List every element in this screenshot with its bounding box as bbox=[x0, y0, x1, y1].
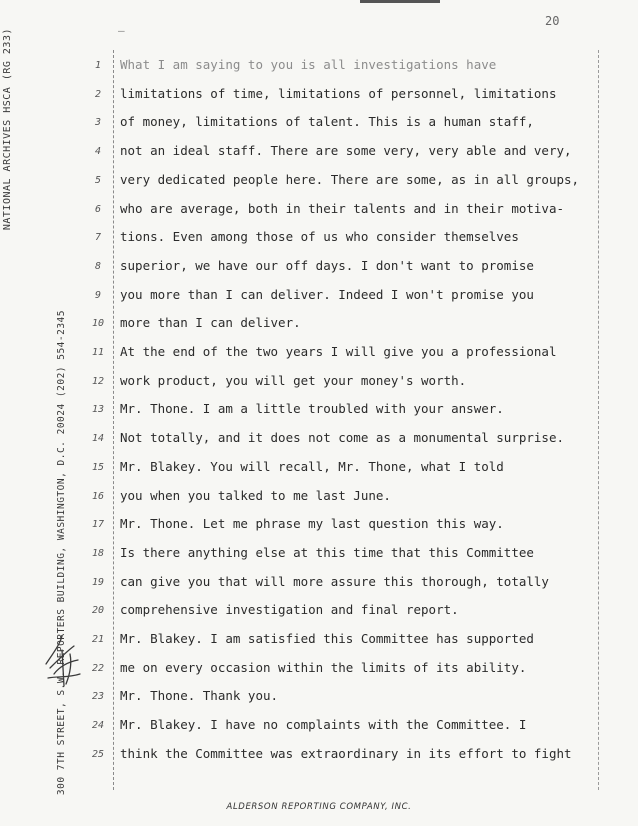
page-number: 20 bbox=[545, 14, 560, 28]
line-number: 9 bbox=[94, 290, 102, 301]
line-number: 19 bbox=[91, 577, 105, 588]
line-number: 2 bbox=[94, 89, 102, 100]
transcript-line: Mr. Thone. Let me phrase my last question this way. bbox=[120, 516, 504, 531]
line-number: 10 bbox=[91, 318, 105, 329]
transcript-line: What I am saying to you is all investigations have bbox=[120, 57, 497, 72]
transcript-line: Not totally, and it does not come as a monumental surprise. bbox=[120, 430, 565, 445]
transcript-line: more than I can deliver. bbox=[120, 315, 301, 330]
transcript-line: Mr. Thone. Thank you. bbox=[120, 688, 279, 703]
transcript-line: of money, limitations of talent. This is a human staff, bbox=[120, 114, 534, 129]
line-number: 22 bbox=[91, 663, 105, 674]
transcript-line: superior, we have our off days. I don't want to promise bbox=[120, 258, 534, 273]
line-number: 25 bbox=[91, 749, 105, 760]
line-number: 21 bbox=[91, 634, 105, 645]
line-number: 1 bbox=[94, 60, 102, 71]
transcript-line: tions. Even among those of us who consider themselves bbox=[120, 229, 519, 244]
transcript-line: At the end of the two years I will give you a professional bbox=[120, 344, 557, 359]
line-number: 18 bbox=[91, 548, 105, 559]
reporter-address-stamp: 300 7TH STREET, S.W. REPORTERS BUILDING, WASHINGTON, D.C. 20024 (202) 554-2345 bbox=[56, 310, 67, 796]
transcript-line: Mr. Blakey. I am satisfied this Committee has supported bbox=[120, 631, 534, 646]
line-number: 15 bbox=[91, 462, 105, 473]
line-number: 23 bbox=[91, 691, 105, 702]
archive-stamp: NATIONAL ARCHIVES HSCA (RG 233) bbox=[2, 28, 13, 231]
transcript-line: me on every occasion within the limits of its ability. bbox=[120, 660, 527, 675]
line-number: 16 bbox=[91, 491, 105, 502]
right-margin-rule bbox=[598, 50, 599, 790]
line-number: 17 bbox=[91, 519, 105, 530]
footer-reporter-name: ALDERSON REPORTING COMPANY, INC. bbox=[226, 802, 412, 812]
line-number: 8 bbox=[94, 261, 102, 272]
line-number: 14 bbox=[91, 433, 105, 444]
transcript-line: not an ideal staff. There are some very, very able and very, bbox=[120, 143, 572, 158]
handwritten-initials bbox=[40, 630, 84, 690]
line-number: 4 bbox=[94, 146, 102, 157]
line-number: 6 bbox=[94, 204, 102, 215]
transcript-line: work product, you will get your money's worth. bbox=[120, 373, 467, 388]
transcript-line: you more than I can deliver. Indeed I won't promise you bbox=[120, 287, 534, 302]
transcript-line: Mr. Blakey. I have no complaints with the Committee. I bbox=[120, 717, 527, 732]
transcript-line: limitations of time, limitations of personnel, limitations bbox=[120, 86, 557, 101]
transcript-line: Is there anything else at this time that this Committee bbox=[120, 545, 534, 560]
line-number: 11 bbox=[91, 347, 105, 358]
transcript-line: can give you that will more assure this thorough, totally bbox=[120, 574, 549, 589]
transcript-line: very dedicated people here. There are some, as in all groups, bbox=[120, 172, 580, 187]
corner-mark: — bbox=[118, 24, 125, 37]
line-number: 3 bbox=[94, 117, 102, 128]
line-number: 20 bbox=[91, 605, 105, 616]
transcript-line: you when you talked to me last June. bbox=[120, 488, 391, 503]
line-number: 13 bbox=[91, 404, 105, 415]
line-number: 5 bbox=[94, 175, 102, 186]
left-margin-rule bbox=[113, 50, 114, 790]
line-number: 7 bbox=[94, 232, 102, 243]
line-number: 24 bbox=[91, 720, 105, 731]
transcript-line: comprehensive investigation and final report. bbox=[120, 602, 459, 617]
line-number: 12 bbox=[91, 376, 105, 387]
transcript-line: Mr. Blakey. You will recall, Mr. Thone, what I told bbox=[120, 459, 504, 474]
transcript-line: Mr. Thone. I am a little troubled with your answer. bbox=[120, 401, 504, 416]
transcript-line: who are average, both in their talents and in their motiva- bbox=[120, 201, 565, 216]
transcript-line: think the Committee was extraordinary in its effort to fight bbox=[120, 746, 572, 761]
top-edge-mark bbox=[360, 0, 440, 3]
